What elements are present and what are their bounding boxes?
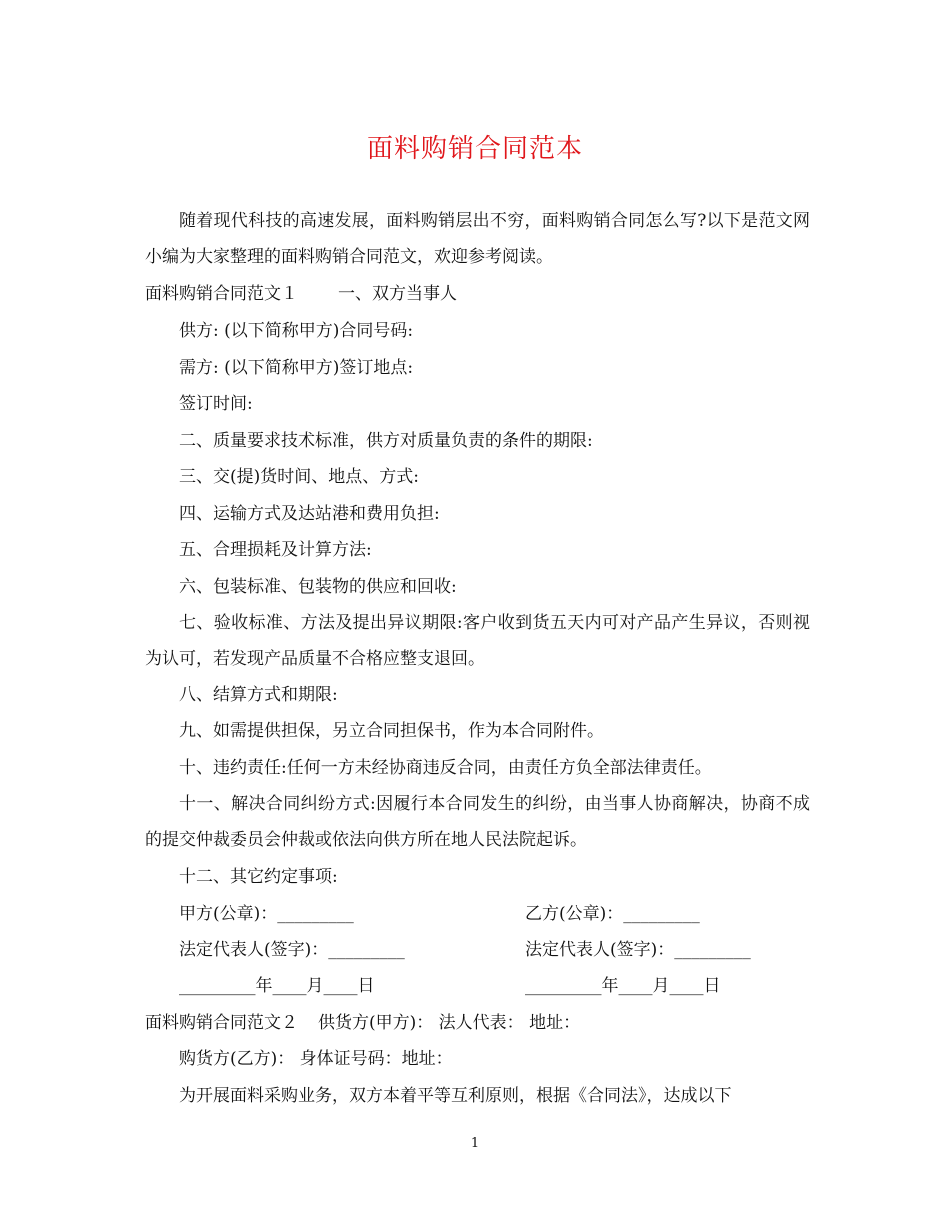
clause-6: 六、包装标准、包装物的供应和回收: [179, 577, 457, 597]
clause-3: 三、交(提)货时间、地点、方式: [179, 467, 419, 487]
buyer-line: 需方: (以下简称甲方)签订地点: [179, 358, 414, 378]
clause-10: 十、违约责任:任何一方未经协商违反合同，由责任方负全部法律责任。 [179, 758, 712, 778]
supplier-line: 供方: (以下简称甲方)合同号码: [179, 321, 414, 341]
party-a-representative: 法定代表人(签字)：_________ [179, 940, 405, 960]
party-b-seal: 乙方(公章)：_________ [525, 904, 700, 924]
clause-7: 七、验收标准、方法及提出异议期限:客户收到货五天内可对产品产生异议，否则视为认可，若发现产品质量不合格应整支退回。 [145, 613, 810, 669]
page-number: 1 [470, 1136, 480, 1151]
clause-4: 四、运输方式及达站港和费用负担: [179, 504, 440, 524]
clause-11: 十一、解决合同纠纷方式:因履行本合同发生的纠纷，由当事人协商解决，协商不成的提交仲裁委员会仲裁或依法向供方所在地人民法院起诉。 [145, 794, 810, 850]
party-b-date: _________年____月____日 [525, 976, 721, 996]
sample2-heading: 面料购销合同范文２ [145, 1013, 298, 1033]
sample2-opening: 为开展面料采购业务，双方本着平等互利原则，根据《合同法》，达成以下 [179, 1086, 732, 1106]
clause-9: 九、如需提供担保，另立合同担保书，作为本合同附件。 [179, 721, 604, 741]
sample2-supplier-line: 供货方(甲方)： 法人代表： 地址： [318, 1013, 581, 1033]
party-b-representative: 法定代表人(签字)：_________ [525, 940, 751, 960]
sample1-heading: 面料购销合同范文１ [145, 284, 298, 304]
clause-2: 二、质量要求技术标准，供方对质量负责的条件的期限: [179, 431, 593, 451]
sample2-heading-line [145, 1005, 810, 1041]
clause-8: 八、结算方式和期限: [179, 685, 338, 705]
sample1-heading-line [145, 276, 810, 312]
intro-paragraph: 随着现代科技的高速发展，面料购销层出不穷，面料购销合同怎么写?以下是范文网小编为大家整理的面料购销合同范文，欢迎参考阅读。 [145, 211, 810, 267]
party-a-seal: 甲方(公章)：_________ [179, 904, 354, 924]
clause-12: 十二、其它约定事项: [179, 867, 338, 887]
sample2-buyer-line: 购货方(乙方)： 身体证号码：地址： [179, 1049, 453, 1069]
clause-5: 五、合理损耗及计算方法: [179, 540, 372, 560]
party-a-date: _________年____月____日 [179, 976, 375, 996]
document-title: 面料购销合同范本 [366, 134, 583, 164]
sign-time-line: 签订时间: [179, 394, 253, 414]
clause-1: 一、双方当事人 [338, 284, 457, 304]
